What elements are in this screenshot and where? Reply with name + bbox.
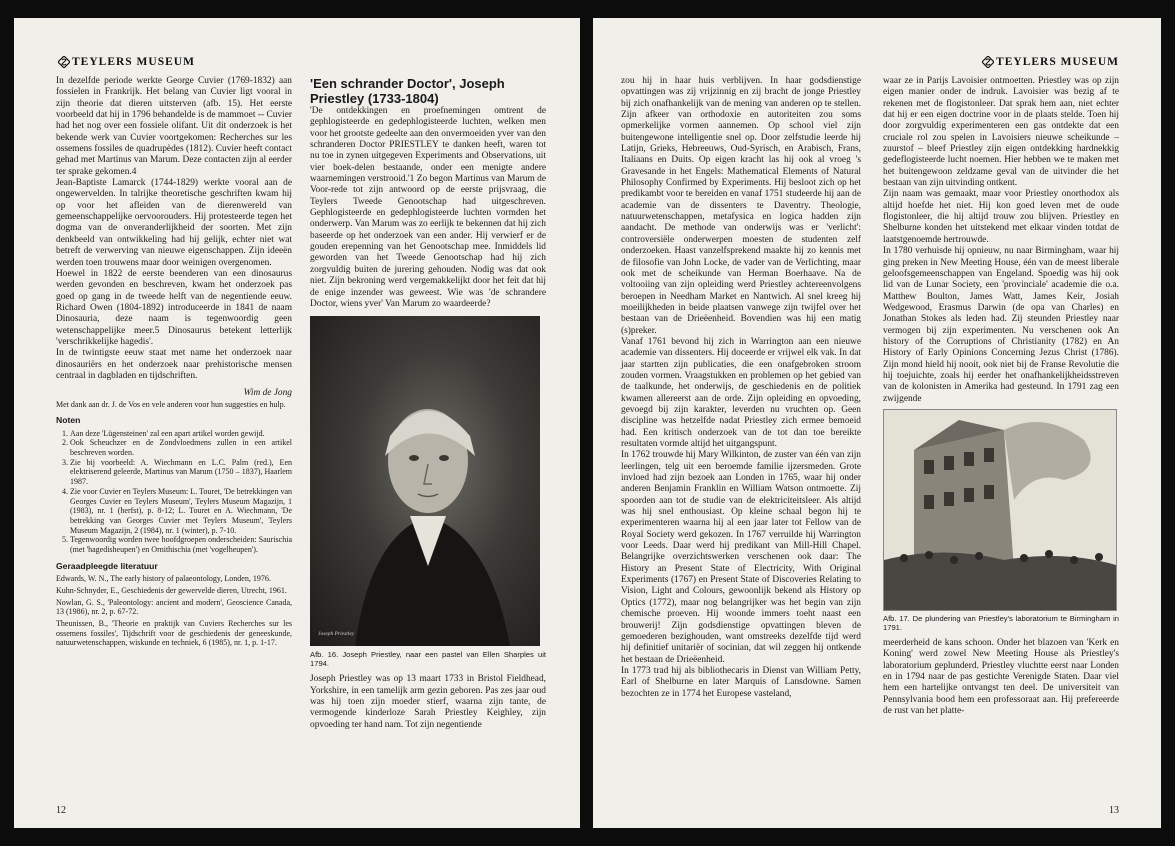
paragraph: In 1762 trouwde hij Mary Wilkinton, de zuster van één van zijn leerlingen, telg uit een beroemde familie ijzersmeden. Grote invloed had zijn bezoek aan Londen in 1765, waar hij onder anderen Benjamin Franklin en William Watson ontmoette. Zij spoorden aan tot de studie van de elektriciteitsleer. Als altijd was hij snel enthousiast. Op kleine schaal begon hij te experimenteren waarna hij al een jaar later tot Fellow van de Royal Society werd gekozen. In 1767 verruilde hij Warrington voor Leeds. Daar werd hij predikant van Mill-Hill Chapel. Belangrijke overzichtswerken verschenen ook daar: The History an Present State of Electricity, With Original Experiments (1767) en Present State of Discoveries Relating to Vision, Light and Colours, gewoonlijk bekend als History op Optics (1772), maar nog belangrijker was het begin van zijn chemische proeven. Hij woonde immers toeht naast een brouwerij! Zijn godsdienstige opvattingen bleven de gemoederen bezighouden, want omstreeks dezelfde tijd werd hij definitief unitariër of socinian, dat wil zeggen hij ontkende het bestaan de Drieëenheid. — [621, 450, 861, 665]
right-header — [980, 56, 1119, 68]
figure-caption: Afb. 17. De plundering van Priestley's laboratorium te Birmingham in 1791. — [883, 613, 1119, 632]
figure-caption: Afb. 16. Joseph Priestley, naar een pastel van Ellen Sharples uit 1794. — [310, 650, 546, 669]
left-page — [14, 18, 580, 828]
note-item: 4. Zie voor Cuvier en Teylers Museum: L. Touret, 'De betrekkingen van Georges Cuvier en Teylers Museum', Teylers Museum Magazijn, 1 (1983), nr. 1 (herfst), p. 8-12; L. Touret en A. Wiechmann, 'De betrekking van Georges Cuvier met Teylers Museum', Teylers Museum Magazijn, 2 (1984), nr. 1 (winter), p. 7-10. — [70, 487, 292, 536]
paragraph: In de twintigste eeuw staat met name het onderzoek naar dinosauriërs en het onderzoek naar prehistorische mensen centraal in dagbladen en tijdschriften. — [56, 348, 292, 381]
note-item: 5. Tegenwoordig worden twee hoofdgroepen onderscheiden: Saurischia (met 'hagedisheupen') en Ornithischia (met 'vogelheupen'). — [70, 535, 292, 554]
page-number-left: 12 — [56, 805, 66, 816]
note-item: 3. Zie bij voorbeeld: A. Wiechmann en L.C. Palm (red.), Een elektriserend geleerde, Martinus van Marum (1750 – 1837), Haarlem 1987. — [70, 458, 292, 487]
note-item: 1. Aan deze 'Lügensteinen' zal een apart artikel worden gewijd. — [70, 429, 292, 439]
portrait-signature: Joseph Priestley — [318, 630, 355, 637]
right-column-1 — [621, 76, 861, 700]
left-column-2 — [310, 76, 546, 731]
teylers-monogram-icon — [58, 56, 70, 68]
paragraph: waar ze in Parijs Lavoisier ontmoetten. Priestley was op zijn eigen manier onder de indruk. Lavoisier was bezig af te rekenen met de flogistonleer. Dat sprak hem aan, niet echter dat hij er een eigen doctrine voor in de plaats stelde. Toen hij door zorgvuldig experimenteren een gas ontdekte dat een cruciale rol zou spelen in Lavoisiers nieuwe scheikunde – zuurstof – bleef Priestley zijn eigen ontdekking hardnekkig gedeflogisteerde lucht noemen. Hier hebben we te maken met het buitengewoon zeldzame geval van de uitvinder die het bestaan van zijn uitvinding ontkent. — [883, 76, 1119, 189]
refs-list — [56, 574, 292, 648]
ref-item: Kuhn-Schnyder, E., Geschiedenis der gewervelde dieren, Utrecht, 1961. — [56, 585, 287, 595]
notes-heading: Noten — [56, 415, 81, 426]
refs-heading: Geraadpleegde literatuur — [56, 560, 158, 571]
left-column-1 — [56, 76, 292, 650]
paragraph: Zijn naam was gemaakt, maar voor Priestley onorthodox als altijd hoefde het niet. Hij kon goed leven met de oude flogistonleer, die hij altijd trouw zou blijven. Priestley en Shelburne konden het uitstekend met elkaar vinden totdat de laatstgenoemde hertrouwde. — [883, 189, 1119, 245]
right-header-text: TEYLERS MUSEUM — [996, 56, 1119, 68]
author-signature: Wim de Jong — [243, 388, 292, 399]
left-header-text: TEYLERS MUSEUM — [72, 56, 195, 68]
ref-item: Edwards, W. N., The early history of palaeontology, Londen, 1976. — [56, 574, 271, 584]
note-item: 2. Ook Scheuchzer en de Zondvloedmens zullen in een artikel beschreven worden. — [70, 438, 292, 457]
teylers-monogram-icon — [982, 56, 994, 68]
paragraph: 'De ontdekkingen en proefnemingen omtrent de gephlogisteerde en gedephlogisteerde luchten, welken men voor het grootste gedeelte aan den onvermoeiden yver van den schranderen Doctor PRIESTLEY te danken heeft, waren tot nu toe in zynen uitgegeven Experiments and Observations, uit vier boek-delen bestaande, onder een menigte andere waarnemingen verstrooid.'1 Zo begon Martinus van Marum de Voor-rede tot zijn antwoord op de eerste prijsvraag, die Teylers Tweede Genootschap had uitgeschreven. Gephlogisteerde en gedephlogisteerde luchten vormden het onderwerp. Van Marum was zo eerlijk te bekennen dat hij zich baseerde op het onderzoek van een ander. Hij verwierf er de gouden erepenning van het Genootschap mee. Inmiddels lid geworden van het Tweede Genootschap had hij zich zorgvuldig buiten de jurering gehouden. Nodig was dat ook niet. Zijn bekroning werd vergemakkelijkt door het feit dat hij de enige inzender was geweest. Wie was 'de schrandere Doctor, wiens yver' Van Marum zo waardeerde? — [310, 106, 546, 309]
right-page — [593, 18, 1161, 828]
paragraph: In dezelfde periode werkte George Cuvier (1769-1832) aan fossielen in Frankrijk. Het belang van Cuvier ligt vooral in zijn theorie dat dieren uitsterven (afb. 15). Het eerste voorbeeld dat hij in 1796 behandelde is de mammoet -- Cuvier had het nog over een fossiele olifant. Uit dit onderzoek is het bekende werk van Cuvier voortgekomen: Recherches sur les ossemens fossiles de quadrupèdes (1812). Cuvier heeft contact gehad met Martinus van Marum. Deze contacten zijn al eerder ter sprake gekomen.4 — [56, 76, 292, 177]
right-column-2 — [883, 76, 1119, 717]
paragraph: zou hij in haar huis verblijven. In haar godsdienstige opvattingen was zij vrijzinnig en zij bracht de jonge Priestley bij zich onafhankelijk van de mening van anderen op te stellen. Zijn afkeer van orthodoxie en autoriteiten zou soms opmerkelijke vormen aannemen. Op school viel zijn buitengewone intelligentie snel op. Door zelfstudie leerde hij Latijn, Grieks, Hebreeuws, Oud-Syrisch, en Arabisch, Frans, Italiaans en Duits. Op eigen kracht las hij ook al vroeg 's Gravesande in het Engels: Mathematical Elements of Natural Philosophy Confirmed by Experiments. Hij besloot zich op het predikambt voor te bereiden en vanaf 1751 studeerde hij aan de academie van de dissenters te Daventry. Theologie, natuurwetenschappen, metafysica en logica hadden zijn aandacht. De methode van onderwijs was er 'verlicht': controversiële onderwerpen moesten de studenten zelf onderzoeken. Haast vanzelfsprekend maakte hij zo kennis met de filosofie van John Locke, de vader van de Verlichting, maar ook met de scheikunde van Herman Boerhaave. Na de voltooiing van zijn opleiding werd Priestley achtereenvolgens beroepen in Needham Market en Nantwich. Al snel kreeg hij moeilijkheden in beide plaatsen vanwege zijn twijfel over het bestaan van de Drieëenheid. Bovendien was hij een matig (s)preker. — [621, 76, 861, 336]
portrait-engraving-icon — [310, 316, 540, 646]
ref-item: Theunissen, B., 'Theorie en praktijk van Cuviers Recherches sur les ossemens fossiles', Tijdschrift voor de geschiedenis der geneeskunde, natuurwetenschappen, wiskunde en techniek, 6 (1985), nr. 1, p. 1-17. — [56, 618, 292, 648]
paragraph: Joseph Priestley was op 13 maart 1733 in Bristol Fieldhead, Yorkshire, in een tamelijk arm gezin geboren. Pas zes jaar oud was hij toen zijn moeder stierf, waarna zijn tante, de vermogende kinderloze Sarah Priestley Keighley, zijn opvoeding ter hand nam. Tot zijn negentiende — [310, 674, 546, 730]
page-number-right: 13 — [1109, 805, 1119, 816]
paragraph: meerderheid de kans schoon. Onder het blazoen van 'Kerk en Koning' werd zowel New Meeting House als Priestley's laboratorium geplunderd. Priestley vluchtte eerst naar Londen en in 1794 naar de pas gestichte Verenigde Staten. Daar viel hem een hartelijke ontvangst ten deel. De universiteit van Pennsylvania bood hem een professoraat aan. Hij prefereerde de rust van het platte- — [883, 637, 1119, 717]
article-title: 'Een schrander Doctor', Joseph Priestley (1733-1804) — [310, 76, 505, 106]
paragraph: In 1773 trad hij als bibliothecaris in Dienst van William Petty, Earl of Shelburne en later Marquis of Lansdowne. Samen bezochten ze in 1774 het Europese vasteland, — [621, 665, 861, 699]
riot-engraving-icon — [883, 409, 1117, 611]
thanks-note: Met dank aan dr. J. de Vos en vele anderen voor hun suggesties en hulp. — [56, 399, 286, 409]
ref-item: Nowlan, G. S., 'Paleontology: ancient and modern', Geoscience Canada, 13 (1986), nr. 2, p. 67-72. — [56, 597, 292, 617]
left-header — [56, 56, 195, 68]
paragraph: In 1780 verhuisde hij opnieuw, nu naar Birmingham, waar hij ging preken in New Meeting House, één van de meest liberale geloofsgemeenschappen van Engeland. Spoedig was hij ook lid van de Lunar Society, een 'provinciale' academie die o.a. Matthew Boulton, James Watt, James Keir, Josiah Wedgewood, Erasmus Darwin (de opa van Charles) en Jonathan Stokes als leden had. Zij steunden Priestley naar vermogen bij zijn experimenten. Nu verschenen ook An history of the Corruptions of Christianity (1782) en An History of Early Opinions Concerning Jezus Christ (1786). Zijn mond hield hij nooit, ook niet bij de Franse Revolutie die hij toejuichte, zoals hij eerder het onafhankelijkheidsstreven van de kolonisten in Amerika had gesteund. In 1791 zag een zwijgende — [883, 246, 1119, 404]
notes-list — [56, 429, 292, 555]
paragraph: Vanaf 1761 bevond hij zich in Warrington aan een nieuwe academie van dissenters. Hij doceerde er vrijwel elk vak. In dat jaar startten zijn publicaties, die een onafgebroken stroom zouden vormen. Vraagstukken en problemen op het gebied van de taalkunde, het onderwijs, de geschiedenis en de politiek kwamen allereerst aan de orde. Zijn opleiding en opvoeding, gevoegd bij zijn karakter, leverden nu vruchten op. Geen discipline was hetzelfde nadat Priestley zich ermee bemoeid had. Een kritisch onderzoek van de tot dan toe bereikte resultaten vormde altijd het uitgangspunt. — [621, 336, 861, 449]
paragraph: Hoewel in 1822 de eerste beenderen van een dinosaurus werden gevonden en beschreven, kwam het onderzoek pas goed op gang in de tweede helft van de negentiende eeuw. Richard Owen (1804-1892) introduceerde in 1841 de naam Dinosauria, deze naam is tegenwoordig geen wetenschappelijke meer.5 Dinosaurus betekent letterlijk 'verschrikkelijke hagedis'. — [56, 268, 292, 347]
paragraph: Jean-Baptiste Lamarck (1744-1829) werkte vooral aan de ongewervelden. In talrijke theoretische geschriften kwam hij op voor het afleiden van de dierenwereld van gemeenschappelijke oervoorouders. Hij protesteerde tegen het dogma van de onveranderlijkheid der soorten. Met zijn denkbeeld van ontwikkeling had hij gelijk, echter niet wat betreft de verwerving van nieuwe eigenschappen. Zijn ideeën werden toen trouwens maar door weinigen overgenomen. — [56, 178, 292, 268]
